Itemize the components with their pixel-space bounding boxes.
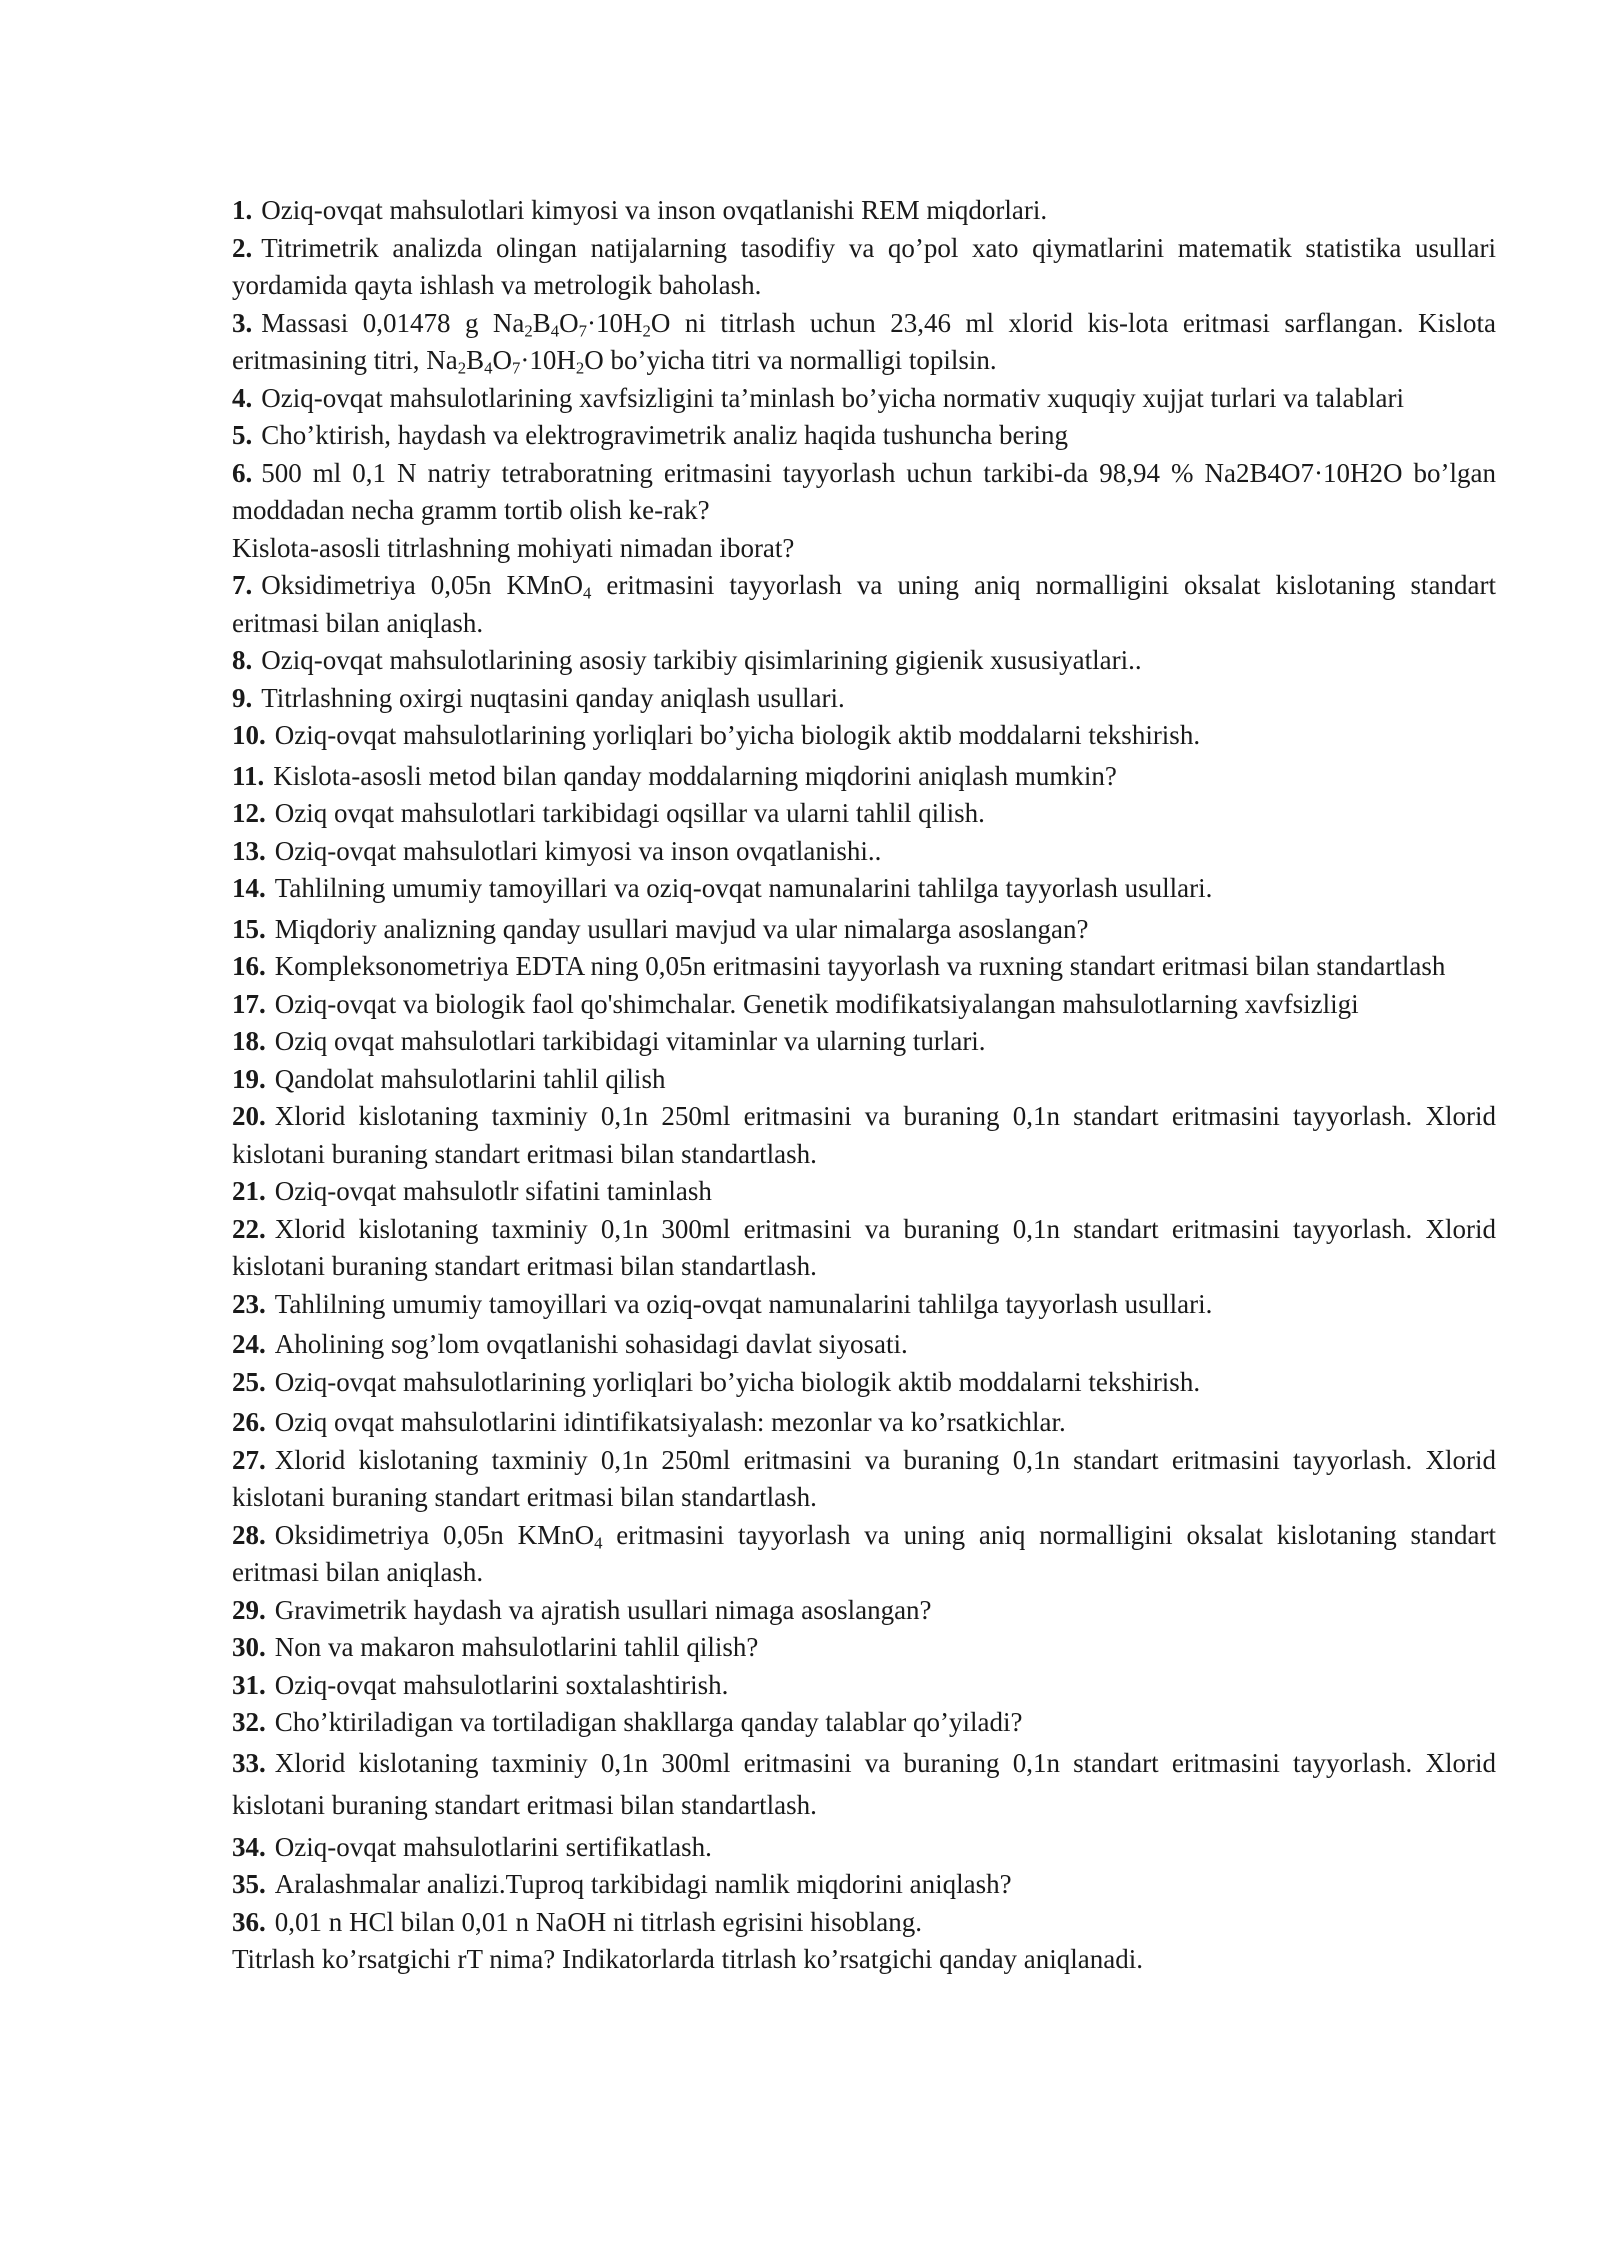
question-text: Qandolat mahsulotlarini tahlil qilish [274, 1063, 666, 1094]
question-number: 4. [232, 382, 253, 413]
question-text: Massasi 0,01478 g $Na_2B_4O_7\cdot 10H_2O$ ni titrlash uchun 23,46 ml xlorid kis-lota eritmasi sarflangan. Kislota eritmasining titri, $Na_2B_4O_7\cdot 10H_2O$ bo’yicha titri va normalligi topilsin. [232, 307, 1496, 378]
question-item [232, 948, 1496, 986]
question-item [232, 1829, 1496, 1867]
question-item [232, 795, 1496, 833]
question-item [232, 1211, 1496, 1286]
question-item [232, 1742, 1496, 1826]
plain-line: Titrlash ko’rsatgichi rT nima? Indikatorlarda titrlash ko’rsatgichi qanday aniqlanadi. [232, 1944, 1144, 1974]
question-number: 35. [232, 1869, 266, 1899]
question-item [232, 455, 1496, 530]
question-text: Oziq-ovqat mahsulotlari kimyosi va inson ovqatlanishi.. [274, 835, 882, 866]
question-number: 5. [232, 420, 253, 450]
question-item [232, 870, 1496, 908]
question-text: Oziq-ovqat va biologik faol qo'shimchalar. Genetik modifikatsiyalangan mahsulotlarning xavfsizligi [274, 988, 1359, 1019]
question-text: Oziq-ovqat mahsulotlarining xavfsizligini ta’minlash bo’yicha normativ xuquqiy xujjat turlari va talablari [261, 382, 1404, 413]
question-text: Non va makaron mahsulotlarini tahlil qilish? [274, 1632, 759, 1662]
question-item [232, 833, 1496, 871]
question-text: Xlorid kislotaning taxminiy 0,1n 300ml eritmasini va buraning 0,1n standart eritmasini tayyorlash. Xlorid kislotani buraning standart eritmasi bilan standartlash. [232, 1747, 1496, 1820]
question-item [232, 1442, 1496, 1517]
question-number: 16. [232, 951, 266, 981]
question-number: 7. [232, 570, 253, 600]
question-number: 2. [232, 232, 253, 263]
question-number: 34. [232, 1831, 266, 1862]
question-item [232, 717, 1496, 755]
question-number: 36. [232, 1906, 266, 1937]
question-item [232, 1173, 1496, 1211]
question-number: 23. [232, 1288, 266, 1319]
question-item [232, 986, 1496, 1024]
question-number: 1. [232, 195, 253, 225]
question-list [232, 192, 1496, 1979]
question-number: 12. [232, 798, 266, 828]
question-number: 24. [232, 1329, 266, 1359]
question-number: 6. [232, 457, 253, 488]
question-text: Aralashmalar analizi.Tuproq tarkibidagi namlik miqdorini aniqlash? [274, 1869, 1012, 1899]
question-number: 17. [232, 988, 266, 1019]
question-item [232, 1364, 1496, 1402]
question-text: 500 ml 0,1 N natriy tetraboratning eritmasini tayyorlash uchun tarkibi-da 98,94 % Na2B4O7·10H2O bo’lgan moddadan necha gramm tortib olish ke-rak? [232, 457, 1496, 525]
question-number: 26. [232, 1407, 266, 1437]
question-item [232, 1286, 1496, 1324]
question-text: Tahlilning umumiy tamoyillari va oziq-ovqat namunalarini tahlilga tayyorlash usullari. [274, 873, 1213, 903]
question-number: 11. [232, 760, 265, 791]
question-number: 32. [232, 1707, 266, 1737]
question-text: Xlorid kislotaning taxminiy 0,1n 250ml eritmasini va buraning 0,1n standart eritmasini tayyorlash. Xlorid kislotani buraning standart eritmasi bilan standartlash. [232, 1444, 1496, 1512]
question-number: 15. [232, 913, 266, 944]
question-item [232, 1023, 1496, 1061]
question-text: 0,01 n HCl bilan 0,01 n NaOH ni titrlash egrisini hisoblang. [274, 1906, 922, 1937]
question-text: Oziq ovqat mahsulotlari tarkibidagi vitaminlar va ularning turlari. [274, 1026, 986, 1056]
question-item [232, 1404, 1496, 1442]
question-text: Miqdoriy analizning qanday usullari mavjud va ular nimalarga asoslangan? [274, 913, 1089, 944]
question-number: 8. [232, 645, 253, 675]
question-text: Titrlashning oxirgi nuqtasini qanday aniqlash usullari. [261, 682, 845, 713]
question-number: 29. [232, 1594, 266, 1625]
question-text: Oziq-ovqat mahsulotlr sifatini taminlash [274, 1176, 712, 1206]
question-text: Oziq ovqat mahsulotlari tarkibidagi oqsillar va ularni tahlil qilish. [274, 798, 985, 828]
question-item [232, 680, 1496, 718]
question-text: Gravimetrik haydash va ajratish usullari nimaga asoslangan? [274, 1594, 932, 1625]
plain-line: Kislota-asosli titrlashning mohiyati nimadan iborat? [232, 532, 795, 563]
question-number: 14. [232, 873, 266, 903]
question-number: 21. [232, 1176, 266, 1206]
question-item [232, 1904, 1496, 1942]
question-number: 30. [232, 1632, 266, 1662]
question-text: Tahlilning umumiy tamoyillari va oziq-ovqat namunalarini tahlilga tayyorlash usullari. [274, 1288, 1213, 1319]
question-number: 9. [232, 682, 253, 713]
question-number: 28. [232, 1519, 266, 1550]
question-item [232, 1667, 1496, 1705]
question-number: 19. [232, 1063, 266, 1094]
question-text: Cho’ktiriladigan va tortiladigan shakllarga qanday talablar qo’yiladi? [274, 1707, 1023, 1737]
question-text: Oziq-ovqat mahsulotlari kimyosi va inson ovqatlanishi REM miqdorlari. [261, 195, 1048, 225]
question-text: Kislota-asosli metod bilan qanday moddalarning miqdorini aniqlash mumkin? [273, 760, 1117, 791]
question-item [232, 192, 1496, 230]
question-item [232, 567, 1496, 642]
question-item [232, 1866, 1496, 1904]
question-item [232, 380, 1496, 418]
question-text: Oziq-ovqat mahsulotlarining yorliqlari bo’yicha biologik aktib moddalarni tekshirish. [274, 1366, 1201, 1397]
question-text: Oziq-ovqat mahsulotlarini sertifikatlash. [274, 1831, 712, 1862]
question-item [232, 1629, 1496, 1667]
question-text: Xlorid kislotaning taxminiy 0,1n 250ml eritmasini va buraning 0,1n standart eritmasini tayyorlash. Xlorid kislotani buraning standart eritmasi bilan standartlash. [232, 1101, 1496, 1169]
question-number: 10. [232, 720, 266, 750]
question-item [232, 417, 1496, 455]
question-number: 18. [232, 1026, 266, 1056]
question-item [232, 911, 1496, 949]
question-text: Oksidimetriya 0,05n KMnO$_4$ eritmasini tayyorlash va uning aniq normalligini oksalat kislotaning standart eritmasi bilan aniqlash. [232, 570, 1496, 638]
question-text: Cho’ktirish, haydash va elektrogravimetrik analiz haqida tushuncha bering [261, 420, 1069, 450]
question-item [232, 230, 1496, 305]
question-number: 3. [232, 307, 253, 338]
question-item [232, 642, 1496, 680]
question-text: Xlorid kislotaning taxminiy 0,1n 300ml eritmasini va buraning 0,1n standart eritmasini tayyorlash. Xlorid kislotani buraning standart eritmasi bilan standartlash. [232, 1213, 1496, 1281]
question-number: 27. [232, 1444, 266, 1475]
question-number: 13. [232, 835, 266, 866]
question-item [232, 1517, 1496, 1592]
question-text: Oziq-ovqat mahsulotlarining yorliqlari bo’yicha biologik aktib moddalarni tekshirish. [274, 720, 1201, 750]
question-text: Aholining sog’lom ovqatlanishi sohasidagi davlat siyosati. [274, 1329, 908, 1359]
question-item [232, 758, 1496, 796]
question-number: 20. [232, 1101, 266, 1131]
question-item [232, 1326, 1496, 1364]
question-number: 25. [232, 1366, 266, 1397]
question-text: Oziq-ovqat mahsulotlarining asosiy tarkibiy qisimlarining gigienik xususiyatlari.. [261, 645, 1142, 675]
question-item [232, 1098, 1496, 1173]
question-item [232, 305, 1496, 380]
question-text: Kompleksonometriya EDTA ning 0,05n eritmasini tayyorlash va ruxning standart eritmasi bilan standartlash [274, 951, 1446, 981]
question-item [232, 1704, 1496, 1742]
question-number: 22. [232, 1213, 266, 1244]
question-number: 31. [232, 1669, 266, 1700]
question-item [232, 1061, 1496, 1099]
question-number: 33. [232, 1747, 266, 1778]
question-text: Oziq-ovqat mahsulotlarini soxtalashtirish. [274, 1669, 729, 1700]
question-text: Oksidimetriya 0,05n KMnO$_4$ eritmasini tayyorlash va uning aniq normalligini oksalat kislotaning standart eritmasi bilan aniqlash. [232, 1519, 1496, 1587]
question-text: Titrimetrik analizda olingan natijalarning tasodifiy va qo’pol xato qiymatlarini matematik statistika usullari yordamida qayta ishlash va metrologik baholash. [232, 232, 1496, 300]
question-item [232, 1592, 1496, 1630]
question-text: Oziq ovqat mahsulotlarini idintifikatsiyalash: mezonlar va ko’rsatkichlar. [274, 1407, 1066, 1437]
